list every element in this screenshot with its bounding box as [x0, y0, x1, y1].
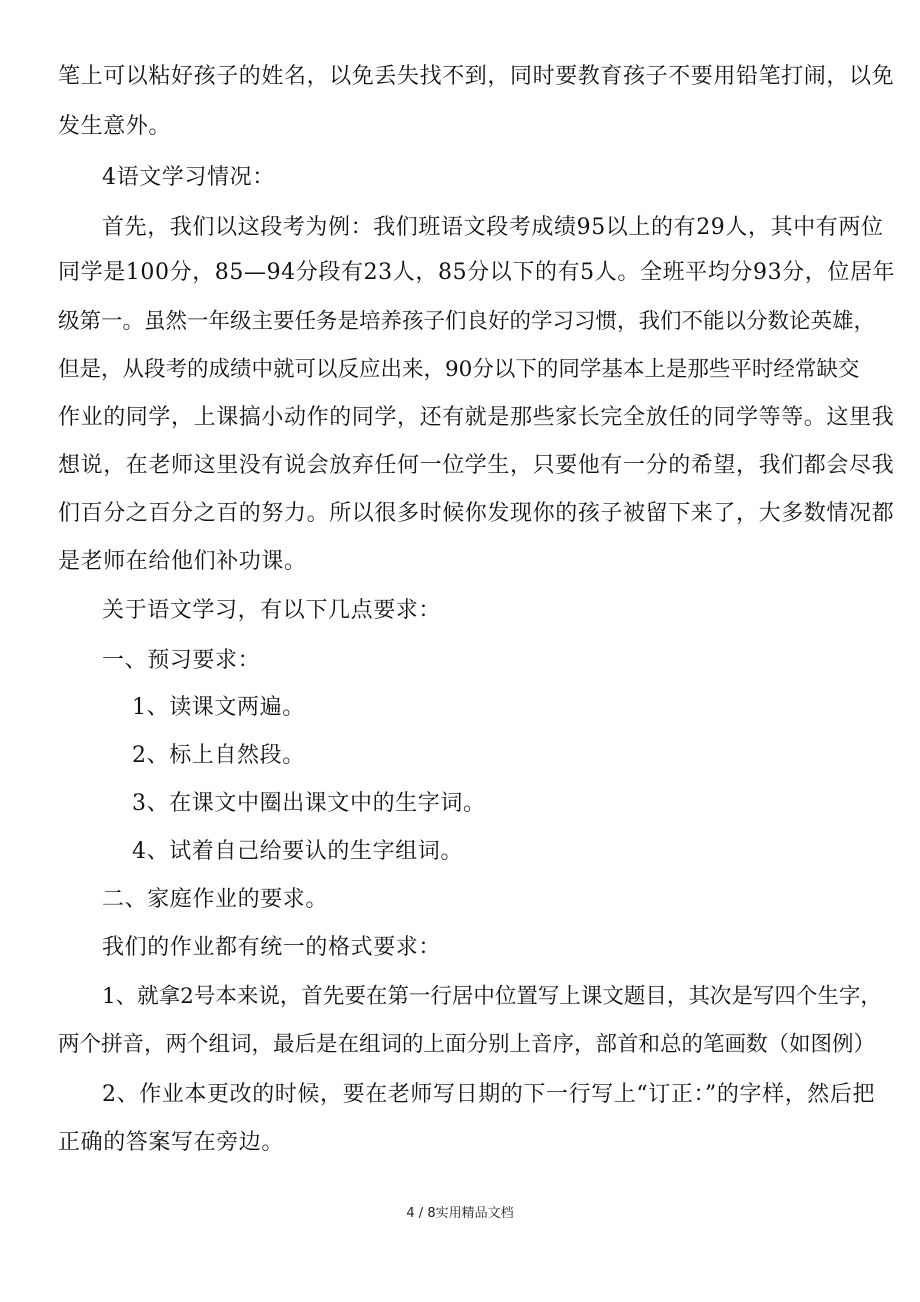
paragraph-line: 同学是100分，85—94分段有23人，85分以下的有5人。全班平均分93分，位居年: [58, 260, 896, 285]
paragraph-line: 关于语文学习，有以下几点要求：: [102, 598, 442, 623]
section-heading: 一、预习要求：: [102, 648, 261, 673]
paragraph-line: 是老师在给他们补功课。: [58, 549, 307, 574]
paragraph-line: 笔上可以粘好孩子的姓名，以免丢失找不到，同时要教育孩子不要用铅笔打闹，以免: [58, 64, 895, 89]
section-heading: 4语文学习情况：: [102, 165, 275, 190]
paragraph-line: 发生意外。: [58, 114, 172, 139]
paragraph-line: 1、就拿2号本来说，首先要在第一行居中位置写上课文题目，其次是写四个生字，: [102, 984, 882, 1009]
list-item: 1、读课文两遍。: [132, 695, 305, 720]
paragraph-line: 正确的答案写在旁边。: [58, 1130, 285, 1155]
paragraph-line: 首先，我们以这段考为例：我们班语文段考成绩95以上的有29人，其中有两位: [102, 215, 884, 240]
paragraph-line: 但是，从段考的成绩中就可以反应出来，90分以下的同学基本上是那些平时经常缺交: [58, 357, 860, 382]
paragraph-line: 2、作业本更改的时候，要在老师写日期的下一行写上“订正：”的字样，然后把: [102, 1082, 876, 1107]
list-item: 4、试着自己给要认的生字组词。: [132, 839, 463, 864]
paragraph-line: 们百分之百分之百的努力。所以很多时候你发现你的孩子被留下来了，大多数情况都: [58, 501, 895, 526]
paragraph-line: 我们的作业都有统一的格式要求：: [102, 935, 442, 960]
list-item: 2、标上自然段。: [132, 743, 305, 768]
page-footer: 4 / 8实用精品文档: [406, 1206, 514, 1221]
paragraph-line: 级第一。虽然一年级主要任务是培养孩子们良好的学习习惯，我们不能以分数论英雄，: [58, 309, 876, 334]
list-item: 3、在课文中圈出课文中的生字词。: [132, 791, 486, 816]
paragraph-line: 作业的同学，上课搞小动作的同学，还有就是那些家长完全放任的同学等等。这里我: [58, 405, 895, 430]
section-heading: 二、家庭作业的要求。: [102, 887, 329, 912]
paragraph-line: 两个拼音，两个组词，最后是在组词的上面分别上音序，部首和总的笔画数（如图例）: [58, 1032, 876, 1057]
paragraph-line: 想说，在老师这里没有说会放弃任何一位学生，只要他有一分的希望，我们都会尽我: [58, 453, 895, 478]
